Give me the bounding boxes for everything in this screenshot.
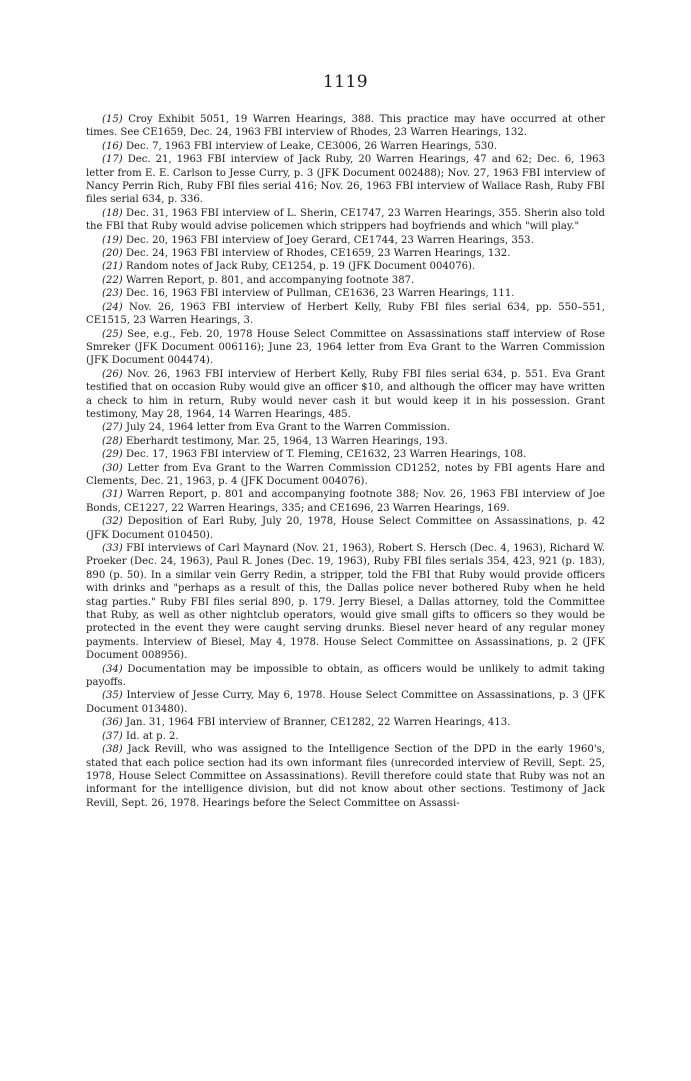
- footnote-text: Dec. 24, 1963 FBI interview of Rhodes, CE1659, 23 Warren Hearings, 132.: [125, 248, 511, 260]
- footnote: [86, 730, 605, 743]
- footnote-number: (25): [102, 328, 123, 340]
- footnote-text: Dec. 16, 1963 FBI interview of Pullman, CE1636, 23 Warren Hearings, 111.: [125, 288, 515, 300]
- footnote-number: (29): [102, 449, 123, 461]
- footnote-text: Croy Exhibit 5051, 19 Warren Hearings, 388. This practice may have occurred at other times. See CE1659, Dec. 24, 1963 FBI interview of Rhodes, 23 Warren Hearings, 132.: [86, 114, 605, 139]
- footnote-number: (27): [102, 422, 123, 434]
- footnote: [86, 287, 605, 300]
- footnote-number: (31): [102, 489, 123, 501]
- footnote-number: (37): [102, 730, 123, 742]
- page-number: 1119: [322, 72, 369, 92]
- footnote: [86, 488, 605, 515]
- footnote-text: Letter from Eva Grant to the Warren Commission CD1252, notes by FBI agents Hare and Clements, Dec. 21, 1963, p. 4 (JFK Document 004076).: [86, 462, 605, 487]
- footnote-text: See, e.g., Feb. 20, 1978 House Select Committee on Assassinations staff interview of Rose Smreker (JFK Document 006116); June 23, 1964 letter from Eva Grant to the Warren Commission (JFK Document 004474).: [86, 328, 605, 367]
- footnote: [86, 542, 605, 663]
- footnote-text: Eberhardt testimony, Mar. 25, 1964, 13 Warren Hearings, 193.: [125, 435, 448, 447]
- footnote-text: July 24, 1964 letter from Eva Grant to the Warren Commission.: [125, 422, 450, 434]
- footnote-number: (19): [102, 234, 123, 246]
- footnote-text: Random notes of Jack Ruby, CE1254, p. 19 (JFK Document 004076).: [125, 261, 476, 273]
- footnote-number: (22): [102, 274, 123, 286]
- footnote-number: (16): [102, 140, 123, 152]
- footnote-number: (17): [102, 154, 123, 166]
- footnote-number: (32): [102, 516, 123, 528]
- footnote-text: FBI interviews of Carl Maynard (Nov. 21, 1963), Robert S. Hersch (Dec. 4, 1963), Richard W. Proeker (Dec. 24, 1963), Paul R. Jones (Dec. 19, 1963), Ruby FBI files serials 354, 423, 921 (p. 183), 890 (p. 50). In a similar vein Gerry Redin, a stripper, told the FBI that Ruby would provide officers with drinks and "perhaps as a result of this, the Dallas police never bothered Ruby when he held stag parties." Ruby FBI files serial 890, p. 179. Jerry Biesel, a Dallas attorney, told the Committee that Ruby, as well as other nightclub operators, would give small gifts to officers so they would be protected in the event they were caught serving drunks. Biesel never heard of any regular money payments. Interview of Biesel, May 4, 1978. House Select Committee on Assassinations, p. 2 (JFK Document 008956).: [86, 543, 605, 662]
- footnote-text: Interview of Jesse Curry, May 6, 1978. House Select Committee on Assassinations, p. 3 (JFK Document 013480).: [86, 690, 605, 715]
- footnote-text: Warren Report, p. 801, and accompanying footnote 387.: [125, 274, 415, 286]
- footnote-number: (35): [102, 690, 123, 702]
- footnote-text: Dec. 20, 1963 FBI interview of Joey Gerard, CE1744, 23 Warren Hearings, 353.: [125, 234, 534, 246]
- footnote-text: Dec. 17, 1963 FBI interview of T. Fleming, CE1632, 23 Warren Hearings, 108.: [125, 449, 527, 461]
- footnote-text: Jack Revill, who was assigned to the Intelligence Section of the DPD in the early 1960's, stated that each police section had its own informant files (unrecorded interview of Revill, Sept. 25, 1978, House Select Committee on Assassinations). Revill therefore could state that Ruby was not an informant for the intelligence division, but did not know about other sections. Testimony of Jack Revill, Sept. 26, 1978. Hearings before the Select Committee on Assassi-: [86, 744, 605, 809]
- footnote: [86, 207, 605, 234]
- footnote: [86, 247, 605, 260]
- footnote-number: (26): [102, 368, 123, 380]
- footnote-text: Documentation may be impossible to obtain, as officers would be unlikely to admit taking payoffs.: [86, 663, 605, 689]
- footnotes-list: [86, 113, 605, 810]
- footnote-text: Dec. 31, 1963 FBI interview of L. Sherin, CE1747, 23 Warren Hearings, 355. Sherin also told the FBI that Ruby would advise policemen which strippers had boyfriends and which "will play.": [86, 207, 605, 233]
- footnote: [86, 113, 605, 140]
- footnote-text: Dec. 21, 1963 FBI interview of Jack Ruby, 20 Warren Hearings, 47 and 62; Dec. 6, 1963 letter from E. E. Carlson to Jesse Curry, p. 3 (JFK Document 002488); Nov. 27, 1963 FBI interview of Nancy Perrin Rich, Ruby FBI files serial 416; Nov. 26, 1963 FBI interview of Wallace Rash, Ruby FBI files serial 634, p. 336.: [86, 154, 605, 206]
- footnote-text: Id. at p. 2.: [125, 730, 179, 742]
- footnote-text: Jan. 31, 1964 FBI interview of Branner, CE1282, 22 Warren Hearings, 413.: [125, 717, 511, 729]
- footnote-number: (36): [102, 717, 123, 729]
- footnote-text: Warren Report, p. 801 and accompanying footnote 388; Nov. 26, 1963 FBI interview of Joe Bonds, CE1227, 22 Warren Hearings, 335; and CE1696, 23 Warren Hearings, 169.: [86, 489, 605, 514]
- footnote: [86, 689, 605, 716]
- footnote-number: (28): [102, 435, 123, 447]
- footnote-number: (34): [102, 663, 123, 675]
- footnote-number: (38): [102, 744, 123, 756]
- footnote-number: (15): [102, 114, 123, 125]
- footnote: [86, 368, 605, 422]
- footnote: [86, 328, 605, 368]
- footnote: [86, 234, 605, 247]
- footnote-text: Dec. 7, 1963 FBI interview of Leake, CE3006, 26 Warren Hearings, 530.: [125, 140, 497, 152]
- footnote-number: (23): [102, 288, 123, 300]
- footnote: [86, 462, 605, 489]
- footnote-number: (18): [102, 207, 123, 219]
- footnote: [86, 716, 605, 729]
- footnote: [86, 153, 605, 207]
- footnote-text: Deposition of Earl Ruby, July 20, 1978, House Select Committee on Assassinations, p. 42 (JFK Document 010450).: [86, 516, 605, 541]
- footnote-number: (30): [102, 462, 123, 474]
- footnote-number: (24): [102, 301, 123, 313]
- footnote-text: Nov. 26, 1963 FBI interview of Herbert Kelly, Ruby FBI files serial 634, pp. 550–551, CE1515, 23 Warren Hearings, 3.: [86, 301, 605, 327]
- footnote: [86, 140, 605, 153]
- footnote-number: (20): [102, 248, 123, 260]
- footnote-number: (33): [102, 543, 123, 554]
- footnote: [86, 421, 605, 434]
- footnote: [86, 274, 605, 287]
- footnote-text: Nov. 26, 1963 FBI interview of Herbert Kelly, Ruby FBI files serial 634, p. 551. Eva Grant testified that on occasion Ruby would give an officer $10, and although the officer may have written a check to him in return, Ruby would never cash it but would keep it in his possession. Grant testimony, May 28, 1964, 14 Warren Hearings, 485.: [86, 368, 605, 420]
- footnote-number: (21): [102, 261, 123, 273]
- footnote: [86, 260, 605, 273]
- footnote: [86, 663, 605, 690]
- footnote: [86, 435, 605, 448]
- footnote: [86, 448, 605, 461]
- footnote: [86, 515, 605, 542]
- footnote: [86, 301, 605, 328]
- footnote: [86, 743, 605, 810]
